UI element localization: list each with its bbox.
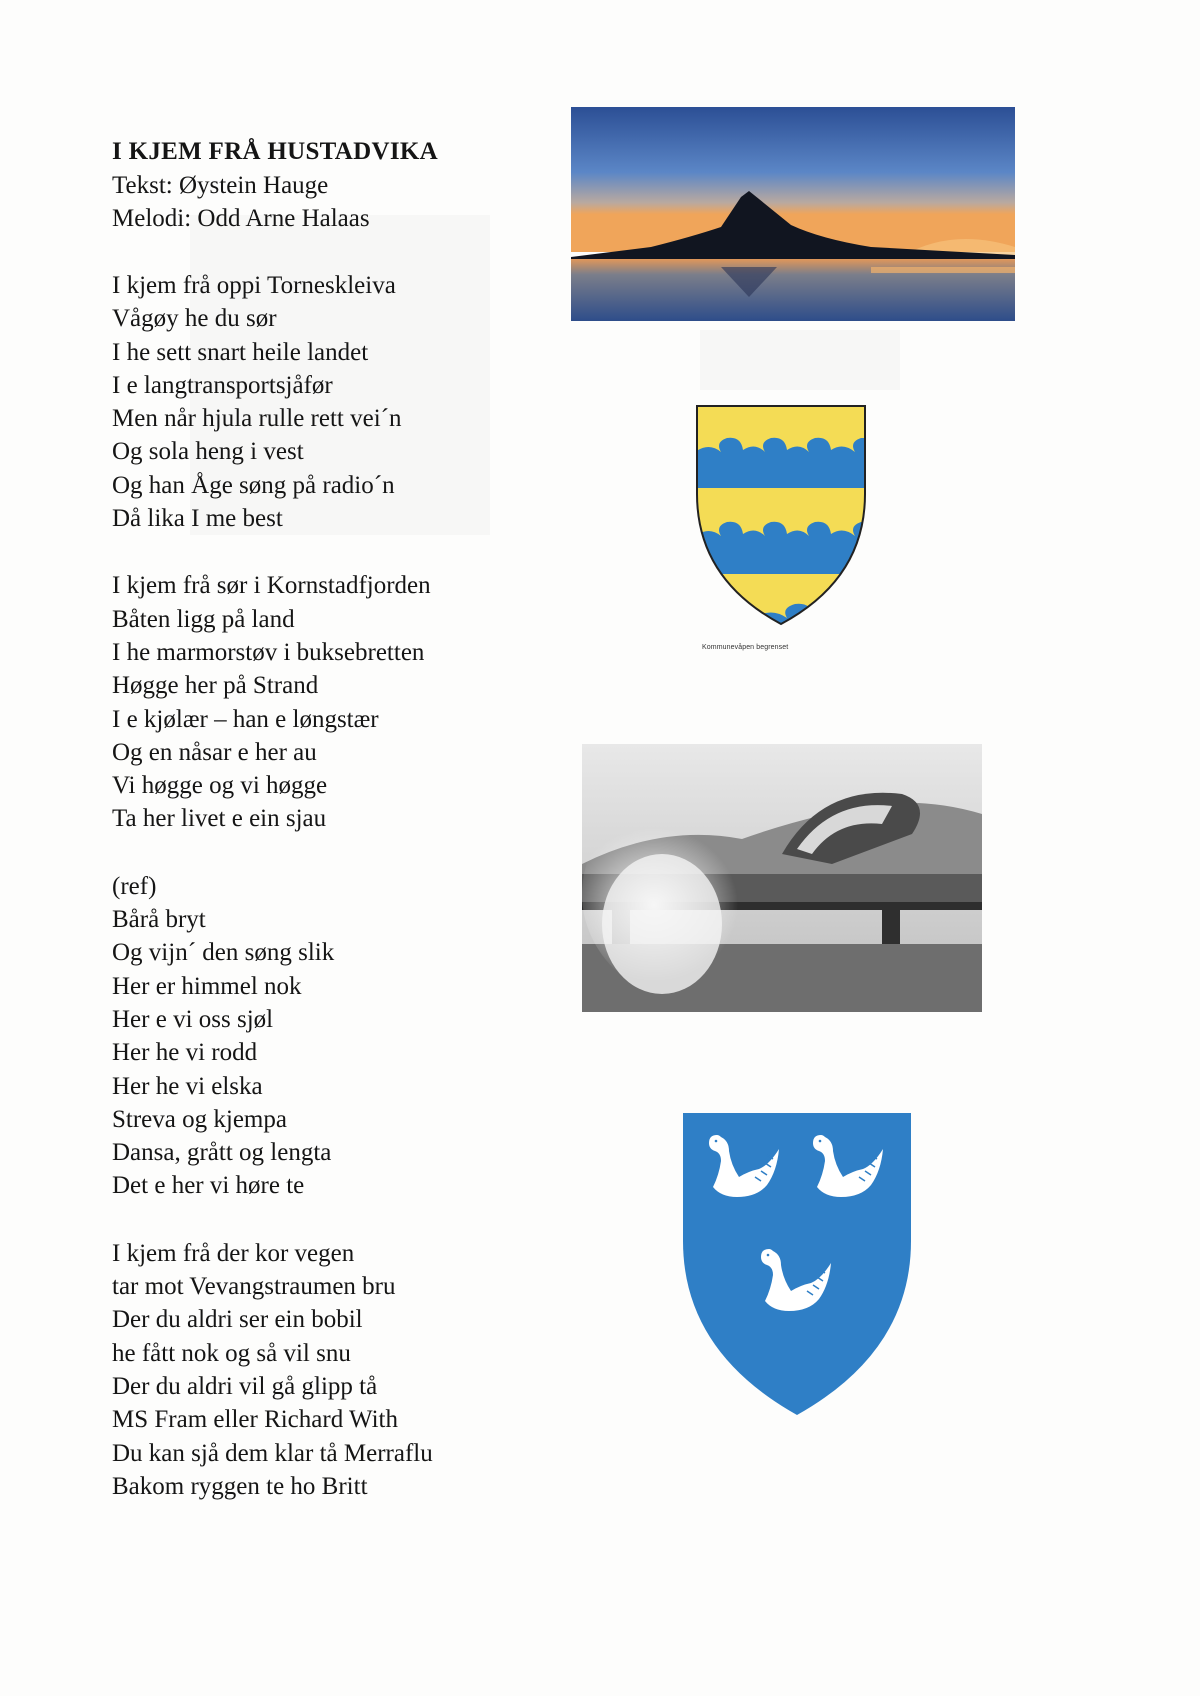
verse-line: I e langtransportsjåfør: [112, 371, 333, 399]
mountain-sunset-photo: [571, 107, 1015, 321]
verse-line: I kjem frå sør i Kornstadfjorden: [112, 572, 431, 600]
verse-line: Og en nåsar e her au: [112, 738, 317, 766]
refrain-line: Det e her vi høre te: [112, 1172, 305, 1200]
verse-line: MS Fram eller Richard With: [112, 1406, 398, 1434]
verse-line: Bakom ryggen te ho Britt: [112, 1472, 368, 1500]
verse-line: Der du aldri vil gå glipp tå: [112, 1372, 378, 1400]
refrain-line: Bårå bryt: [112, 906, 206, 934]
waves-coat-of-arms: [695, 404, 867, 626]
verse-line: Men når hjula rulle rett vei´n: [112, 405, 402, 433]
atlantic-road-bridge-waves-photo: [582, 744, 982, 1012]
verse-line: Då lika I me best: [112, 505, 283, 533]
song-title: I KJEM FRÅ HUSTADVIKA: [112, 138, 438, 165]
refrain-line: Streva og kjempa: [112, 1105, 287, 1133]
melody-credit: Melodi: Odd Arne Halaas: [112, 205, 370, 232]
refrain-line: Dansa, grått og lengta: [112, 1139, 332, 1167]
verse-line: Båten ligg på land: [112, 605, 295, 633]
stanza-2: [112, 569, 572, 835]
verse-line: Og han Åge søng på radio´n: [112, 471, 395, 499]
refrain-line: Her e vi oss sjøl: [112, 1005, 274, 1033]
stanza-3: [112, 1237, 572, 1503]
verse-line: Der du aldri ser ein bobil: [112, 1306, 363, 1334]
verse-line: Og sola heng i vest: [112, 438, 304, 466]
verse-line: Vågøy he du sør: [112, 305, 277, 333]
stanza-1: [112, 269, 572, 535]
refrain: [112, 870, 572, 1203]
verse-line: I kjem frå der kor vegen: [112, 1239, 355, 1267]
verse-line: tar mot Vevangstraumen bru: [112, 1273, 396, 1301]
refrain-line: Her he vi elska: [112, 1072, 263, 1100]
verse-line: Vi høgge og vi høgge: [112, 772, 328, 800]
refrain-line: Her he vi rodd: [112, 1039, 258, 1067]
refrain-line: Og vijn´ den søng slik: [112, 939, 335, 967]
song-text: [112, 135, 572, 1503]
coat-of-arms-caption: Kommunevåpen begrenset: [702, 644, 789, 651]
verse-line: I e kjølær – han e løngstær: [112, 705, 379, 733]
refrain-marker: (ref): [112, 872, 157, 900]
verse-line: Du kan sjå dem klar tå Merraflu: [112, 1439, 433, 1467]
refrain-line: Her er himmel nok: [112, 972, 302, 1000]
verse-line: Ta her livet e ein sjau: [112, 805, 327, 833]
verse-line: I he sett snart heile landet: [112, 338, 369, 366]
verse-line: I kjem frå oppi Torneskleiva: [112, 272, 396, 299]
verse-line: I he marmorstøv i buksebretten: [112, 638, 425, 666]
text-credit: Tekst: Øystein Hauge: [112, 172, 329, 199]
verse-line: he fått nok og så vil snu: [112, 1339, 351, 1367]
swans-coat-of-arms: [681, 1111, 913, 1417]
verse-line: Høgge her på Strand: [112, 672, 319, 700]
